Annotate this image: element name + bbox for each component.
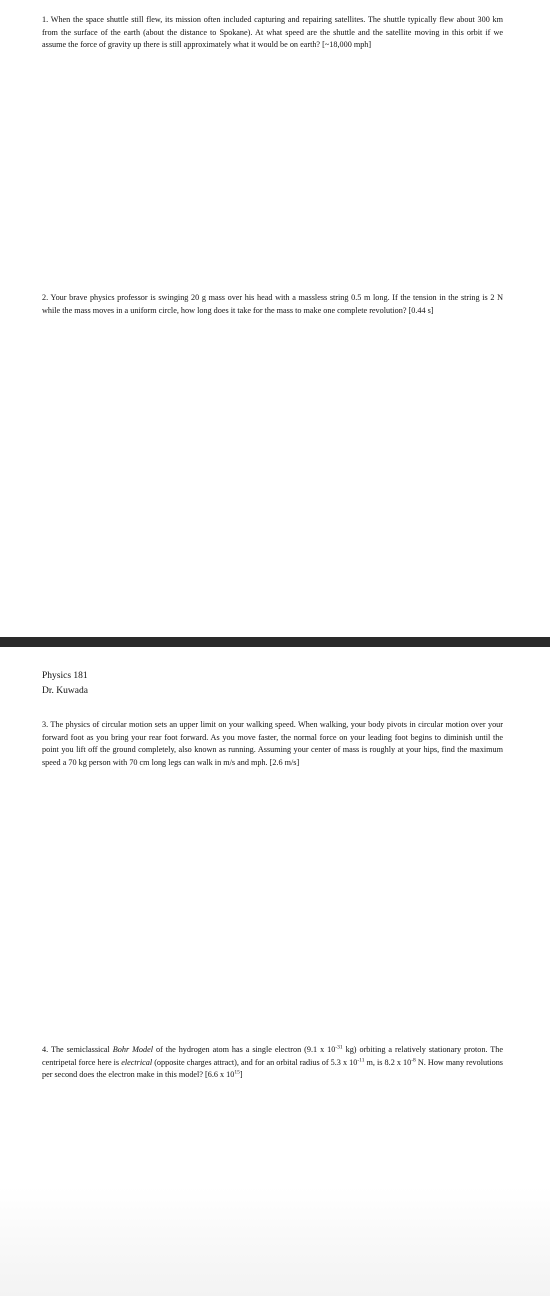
problem-4-part-7: ] (239, 1070, 243, 1080)
instructor-name: Dr. Kuwada (42, 686, 88, 696)
problem-4-text (42, 1044, 503, 1082)
answer-exponent: 15 (234, 1069, 240, 1076)
problem-4-part-5: m, is 8.2 x 10 (364, 1057, 412, 1067)
radius-exponent: -11 (357, 1057, 365, 1064)
problem-4-part-6: N. How many revolutions per second does the electron make in this model? [6.6 x 10 (42, 1057, 503, 1080)
force-exponent: -8 (411, 1057, 416, 1064)
bohr-model-term: Bohr Model (112, 1045, 154, 1054)
problem-3-text: 3. The physics of circular motion sets an upper limit on your walking speed. When walking, your body pivots in circular motion over your forward foot as you bring your rear foot forward. As you move faster, the normal force on your leading foot begins to diminish until the point you lift off the ground completely, also known as running. Assuming your center of mass is roughly at your hips, find the maximum speed a 70 kg person with 70 cm long legs can walk in m/s and mph. [2.6 m/s] (42, 720, 503, 767)
problem-4-part-4: (opposite charges attract), and for an orbital radius of 5.3 x 10 (152, 1057, 358, 1067)
electrical-term: electrical (121, 1057, 153, 1067)
problem-1-text: 1. When the space shuttle still flew, its mission often included capturing and repairing satellites. The shuttle typically flew about 300 km from the surface of the earth (about the distance to Spokane). At what speed are the shuttle and the satellite moving in this orbit if we assume the force of gravity up there is still approximately what it would be on earth? [~18,000 mph] (42, 15, 503, 50)
course-name: Physics 181 (42, 671, 88, 681)
problem-4-part-2: of the hydrogen atom has a single electron (9.1 x 10 (153, 1045, 336, 1054)
problem-4-part-3: kg) orbiting a relatively stationary proton. The centripetal force here is (42, 1045, 504, 1067)
problem-4-part-1: 4. The semiclassical (42, 1045, 113, 1054)
worksheet-page-1 (0, 0, 550, 637)
problem-2-text: 2. Your brave physics professor is swinging 20 g mass over his head with a massless string 0.5 m long. If the tension in the string is 2 N while the mass moves in a uniform circle, how long does it take for the mass to make one complete revolution? [0.44 s] (42, 293, 503, 315)
page-separator (0, 637, 550, 647)
electron-mass-exponent: -31 (335, 1044, 343, 1051)
worksheet-page-2 (0, 647, 550, 1296)
